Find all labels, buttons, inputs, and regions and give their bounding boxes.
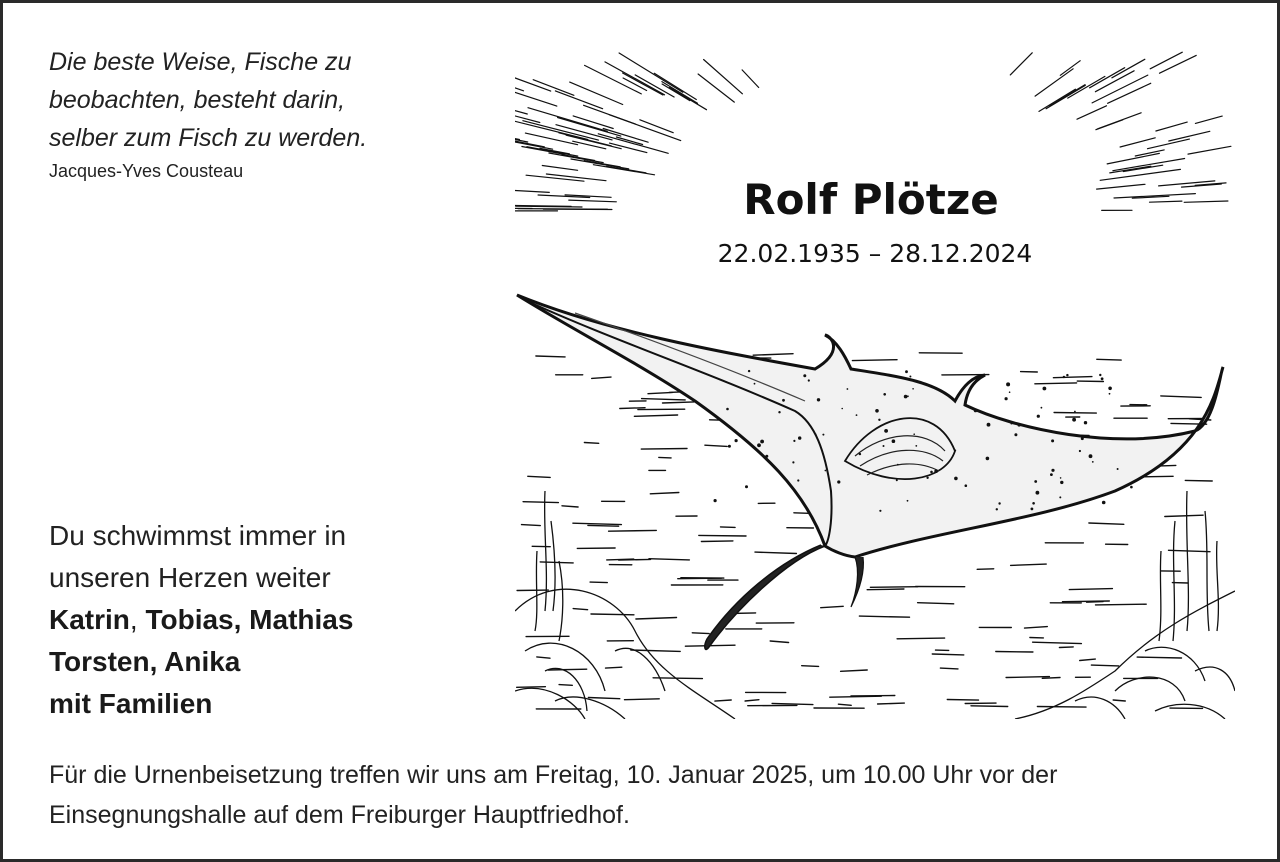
skin-spot bbox=[955, 450, 957, 452]
skin-spot bbox=[884, 429, 888, 433]
skin-spot bbox=[714, 499, 717, 502]
water-stroke bbox=[859, 616, 909, 617]
skin-spot bbox=[1099, 374, 1101, 376]
hatch-stroke bbox=[570, 82, 623, 104]
water-stroke bbox=[721, 527, 736, 528]
skin-spot bbox=[1009, 391, 1011, 393]
water-stroke bbox=[932, 654, 964, 655]
water-stroke bbox=[641, 449, 687, 450]
skin-spot bbox=[1037, 415, 1040, 418]
hatch-stroke bbox=[1035, 69, 1073, 96]
skin-spot bbox=[782, 399, 785, 402]
deceased-name: Rolf Plötze bbox=[743, 175, 999, 224]
skin-spot bbox=[1063, 376, 1065, 378]
water-stroke bbox=[1165, 515, 1203, 516]
water-stroke bbox=[590, 582, 607, 583]
hatch-stroke bbox=[605, 62, 665, 95]
skin-spot bbox=[904, 395, 908, 399]
skin-spot bbox=[1084, 421, 1087, 424]
water-stroke bbox=[1035, 383, 1077, 384]
water-stroke bbox=[897, 638, 945, 639]
hatch-stroke bbox=[619, 53, 683, 92]
skin-spot bbox=[1101, 377, 1104, 380]
skin-spot bbox=[837, 480, 840, 483]
water-stroke bbox=[588, 525, 619, 526]
hatch-stroke bbox=[1068, 76, 1105, 98]
water-stroke bbox=[636, 618, 677, 620]
hatch-stroke bbox=[640, 120, 673, 133]
water-stroke bbox=[642, 399, 686, 400]
skin-spot bbox=[1102, 501, 1106, 505]
hatch-stroke bbox=[562, 155, 595, 161]
water-stroke bbox=[996, 652, 1033, 653]
water-stroke bbox=[699, 535, 746, 536]
skin-spot bbox=[825, 470, 827, 472]
quote-line: selber zum Fisch zu werden. bbox=[49, 124, 368, 152]
water-stroke bbox=[821, 606, 844, 607]
hatch-stroke bbox=[1039, 89, 1076, 111]
skin-spot bbox=[883, 445, 885, 447]
skin-spot bbox=[1032, 502, 1035, 505]
skin-spot bbox=[817, 398, 820, 401]
skin-spot bbox=[856, 414, 858, 416]
skin-spot bbox=[726, 408, 729, 411]
skin-spot bbox=[1060, 477, 1062, 479]
water-stroke bbox=[1053, 377, 1092, 378]
hatch-stroke bbox=[515, 96, 527, 114]
water-stroke bbox=[1137, 657, 1181, 658]
water-stroke bbox=[634, 415, 677, 416]
water-stroke bbox=[867, 589, 904, 590]
water-stroke bbox=[701, 541, 733, 542]
skin-spot bbox=[896, 479, 898, 481]
skin-spot bbox=[778, 411, 780, 413]
water-stroke bbox=[592, 377, 611, 378]
skin-spot bbox=[892, 439, 896, 443]
skin-spot bbox=[1060, 481, 1063, 484]
water-stroke bbox=[770, 641, 788, 643]
quote-line: Die beste Weise, Fische zu bbox=[49, 48, 352, 76]
hatch-stroke bbox=[704, 60, 743, 94]
quote-author: Jacques-Yves Cousteau bbox=[49, 161, 244, 181]
skin-spot bbox=[757, 443, 761, 447]
water-stroke bbox=[588, 698, 619, 699]
skin-spot bbox=[926, 477, 928, 479]
water-stroke bbox=[977, 569, 994, 570]
notice-line: Für die Urnenbeisetzung treffen wir uns am Freitag, 10. Januar 2025, um 10.00 Uhr vor der bbox=[49, 761, 1058, 789]
water-stroke bbox=[1113, 700, 1125, 701]
skin-spot bbox=[913, 433, 915, 435]
skin-spot bbox=[1066, 374, 1068, 376]
coral-left bbox=[515, 491, 735, 719]
hatch-stroke bbox=[1160, 55, 1197, 73]
water-stroke bbox=[1006, 677, 1049, 678]
skin-spot bbox=[954, 477, 958, 481]
skin-spot bbox=[1014, 433, 1017, 436]
water-stroke bbox=[537, 657, 550, 658]
signers-line bbox=[49, 599, 469, 641]
hatch-stroke bbox=[670, 88, 707, 110]
skin-spot bbox=[986, 457, 990, 461]
water-stroke bbox=[631, 650, 680, 651]
water-stroke bbox=[522, 525, 541, 526]
water-stroke bbox=[620, 408, 645, 409]
hatch-stroke bbox=[698, 74, 734, 102]
skin-spot bbox=[897, 464, 899, 466]
hatch-stroke bbox=[515, 123, 519, 140]
skin-spot bbox=[1050, 473, 1053, 476]
signers-line: mit Familien bbox=[49, 688, 213, 719]
skin-spot bbox=[930, 471, 933, 474]
manta-ray-illustration bbox=[515, 51, 1235, 719]
water-stroke bbox=[947, 700, 978, 701]
water-stroke bbox=[745, 700, 759, 701]
skin-spot bbox=[1010, 422, 1012, 424]
skin-spot bbox=[934, 469, 938, 473]
water-stroke bbox=[715, 700, 731, 701]
water-stroke bbox=[1011, 564, 1047, 565]
water-stroke bbox=[678, 578, 722, 579]
water-stroke bbox=[540, 562, 573, 563]
skin-spot bbox=[1018, 423, 1021, 426]
skin-spot bbox=[909, 376, 911, 378]
burial-notice bbox=[49, 755, 1249, 835]
skin-spot bbox=[1005, 397, 1008, 400]
hatch-stroke bbox=[616, 137, 642, 145]
hatch-stroke bbox=[523, 121, 599, 140]
water-stroke bbox=[573, 523, 622, 524]
hatch-stroke bbox=[1108, 83, 1151, 103]
signers-line: Torsten, Anika bbox=[49, 646, 241, 677]
skin-spot bbox=[1072, 418, 1076, 422]
skin-spot bbox=[1117, 468, 1119, 470]
water-stroke bbox=[591, 614, 634, 615]
signer-names: Tobias, Mathias bbox=[137, 604, 354, 635]
skin-spot bbox=[915, 445, 917, 447]
hatch-stroke bbox=[515, 133, 528, 142]
water-stroke bbox=[870, 587, 917, 588]
hatch-stroke bbox=[1097, 113, 1141, 129]
skin-spot bbox=[1089, 454, 1093, 458]
skin-spot bbox=[847, 388, 849, 390]
hatch-stroke bbox=[542, 166, 577, 171]
skin-spot bbox=[1109, 393, 1111, 395]
quote-line: beobachten, besteht darin, bbox=[49, 86, 346, 114]
skin-spot bbox=[765, 455, 768, 458]
water-stroke bbox=[918, 603, 954, 604]
water-stroke bbox=[609, 530, 657, 531]
skin-spot bbox=[1108, 387, 1112, 391]
water-stroke bbox=[692, 633, 709, 634]
water-stroke bbox=[625, 699, 660, 700]
skin-spot bbox=[883, 393, 886, 396]
hatch-stroke bbox=[598, 134, 668, 154]
water-stroke bbox=[802, 666, 819, 667]
skin-spot bbox=[797, 479, 799, 481]
skin-spot bbox=[996, 508, 998, 510]
water-stroke bbox=[517, 687, 546, 688]
skin-spot bbox=[965, 484, 968, 487]
skin-spot bbox=[1041, 407, 1043, 409]
hatch-stroke bbox=[742, 70, 759, 88]
water-stroke bbox=[772, 703, 813, 704]
skin-spot bbox=[878, 419, 880, 421]
water-stroke bbox=[878, 703, 905, 704]
water-stroke bbox=[659, 457, 671, 458]
skin-spot bbox=[974, 409, 977, 412]
skin-spot bbox=[1034, 480, 1037, 483]
skin-spot bbox=[748, 370, 750, 372]
water-stroke bbox=[548, 669, 587, 670]
water-stroke bbox=[971, 706, 1008, 707]
hatch-stroke bbox=[1010, 53, 1032, 75]
water-stroke bbox=[1169, 550, 1211, 551]
water-stroke bbox=[1059, 647, 1073, 648]
skin-spot bbox=[1079, 450, 1081, 452]
hatch-stroke bbox=[1150, 52, 1182, 69]
hatch-stroke bbox=[515, 70, 551, 91]
water-stroke bbox=[523, 502, 558, 503]
skin-spot bbox=[907, 500, 909, 502]
skin-spot bbox=[760, 440, 764, 444]
skin-spot bbox=[1074, 411, 1076, 413]
skin-spot bbox=[1051, 439, 1054, 442]
water-stroke bbox=[562, 506, 578, 507]
hatch-stroke bbox=[1195, 116, 1222, 123]
hatch-stroke bbox=[1112, 59, 1145, 78]
hatch-stroke bbox=[515, 102, 540, 122]
water-stroke bbox=[1161, 396, 1201, 398]
skin-spot bbox=[1006, 382, 1010, 386]
water-stroke bbox=[650, 493, 679, 494]
skin-spot bbox=[1043, 387, 1047, 391]
skin-spot bbox=[798, 436, 801, 439]
water-stroke bbox=[1037, 707, 1086, 708]
water-stroke bbox=[838, 704, 851, 705]
hatch-stroke bbox=[1156, 122, 1187, 131]
skin-spot bbox=[1036, 491, 1040, 495]
hatch-stroke bbox=[571, 159, 629, 169]
hatch-stroke bbox=[1060, 61, 1080, 76]
manta-ray-icon bbox=[517, 295, 1223, 649]
skin-spot bbox=[1130, 486, 1133, 489]
water-stroke bbox=[852, 360, 897, 361]
water-stroke bbox=[1033, 642, 1082, 643]
water-stroke bbox=[705, 445, 727, 446]
hatch-stroke bbox=[515, 130, 544, 147]
life-dates: 22.02.1935 – 28.12.2024 bbox=[717, 239, 1033, 268]
water-stroke bbox=[753, 354, 793, 356]
hatch-stroke bbox=[1188, 146, 1231, 154]
skin-spot bbox=[841, 408, 843, 410]
hatch-stroke bbox=[1107, 153, 1159, 164]
water-stroke bbox=[1069, 589, 1112, 590]
skin-spot bbox=[745, 485, 748, 488]
skin-spot bbox=[905, 370, 908, 373]
hatch-stroke bbox=[1050, 85, 1085, 106]
water-stroke bbox=[1080, 659, 1096, 660]
skin-spot bbox=[792, 461, 794, 463]
farewell-line: Du schwimmst immer in bbox=[49, 520, 347, 551]
signer-separator: , bbox=[129, 604, 138, 635]
skin-spot bbox=[875, 409, 879, 413]
water-stroke bbox=[1063, 601, 1110, 602]
signers bbox=[49, 599, 469, 725]
water-stroke bbox=[649, 559, 689, 560]
farewell-message bbox=[49, 515, 469, 599]
hatch-stroke bbox=[527, 147, 578, 156]
water-stroke bbox=[536, 356, 565, 357]
skin-spot bbox=[998, 502, 1000, 504]
water-stroke bbox=[607, 559, 634, 560]
water-stroke bbox=[559, 685, 572, 686]
skin-spot bbox=[822, 434, 824, 436]
notice-line: Einsegnungshalle auf dem Freiburger Hauptfriedhof. bbox=[49, 801, 630, 829]
water-stroke bbox=[1089, 523, 1124, 524]
skin-spot bbox=[1051, 469, 1054, 472]
skin-spot bbox=[1092, 461, 1094, 463]
farewell-line: unseren Herzen weiter bbox=[49, 562, 331, 593]
water-stroke bbox=[606, 667, 622, 668]
skin-spot bbox=[859, 453, 861, 455]
water-stroke bbox=[1091, 665, 1118, 666]
hatch-stroke bbox=[607, 166, 646, 173]
water-stroke bbox=[940, 668, 958, 669]
hatch-stroke bbox=[654, 73, 696, 99]
skin-spot bbox=[1081, 437, 1084, 440]
hatch-stroke bbox=[549, 153, 603, 163]
skin-spot bbox=[808, 379, 810, 381]
water-stroke bbox=[1025, 627, 1048, 629]
skin-spot bbox=[793, 440, 795, 442]
water-stroke bbox=[584, 443, 598, 444]
skin-spot bbox=[803, 374, 806, 377]
water-stroke bbox=[755, 552, 796, 553]
skin-spot bbox=[1031, 508, 1034, 511]
skin-spot bbox=[728, 445, 731, 448]
hatch-stroke bbox=[515, 85, 557, 106]
skin-spot bbox=[754, 383, 756, 385]
water-stroke bbox=[1097, 359, 1121, 360]
water-stroke bbox=[1096, 604, 1147, 605]
hatch-stroke bbox=[1077, 106, 1107, 119]
signer-name: Katrin bbox=[49, 604, 130, 635]
skin-spot bbox=[815, 434, 817, 436]
water-stroke bbox=[1042, 678, 1060, 679]
water-stroke bbox=[841, 670, 868, 671]
skin-spot bbox=[879, 510, 881, 512]
water-stroke bbox=[1054, 413, 1096, 414]
skin-spot bbox=[1059, 496, 1061, 498]
water-stroke bbox=[663, 402, 695, 403]
hatch-stroke bbox=[585, 65, 642, 94]
skin-spot bbox=[735, 439, 738, 442]
skin-spot bbox=[912, 388, 914, 390]
hatch-stroke bbox=[556, 125, 612, 140]
water-stroke bbox=[1185, 480, 1212, 481]
water-stroke bbox=[573, 609, 587, 610]
hatch-stroke bbox=[1120, 138, 1155, 147]
skin-spot bbox=[987, 423, 991, 427]
water-stroke bbox=[528, 476, 550, 477]
quote bbox=[49, 43, 469, 157]
